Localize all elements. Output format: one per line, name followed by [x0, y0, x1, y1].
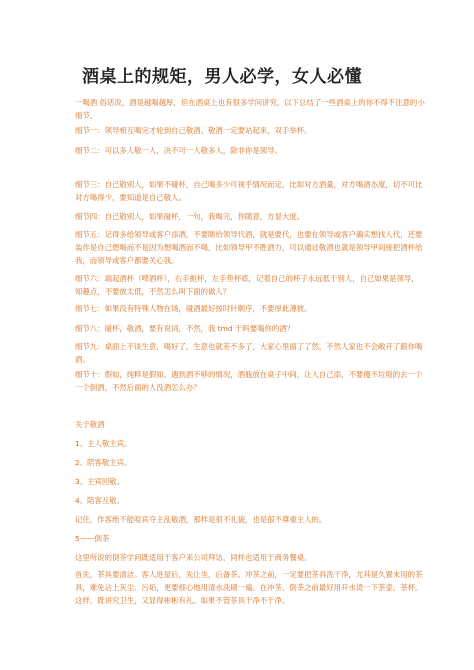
toast-order-3: 3、主宾回敬。: [75, 477, 125, 486]
toast-note: 记住，作客绝不能喧宾夺主乱敬酒，那样是很不礼貌，也是很不尊重主人的。: [75, 515, 327, 524]
tea-paragraph: 首先，茶具要清洁。客人进屋后，先让坐，后备茶。冲茶之前，一定要把茶具洗干净，尤其是久置未用的茶具，难免沾上灰尘、污垢，更要细心地用清水洗刷一遍。在冲茶、倒茶之前最好用开水烫一下茶壶、茶杯。这样，既讲究卫生，又显得彬彬有礼。如果不管茶具干净不干净。: [75, 570, 423, 606]
rule-4: 细节四：自己敬别人，如果碰杯，一句，我喝完，你随意，方显大度。: [75, 212, 305, 221]
toast-order-2: 2、陪客敬主宾。: [75, 458, 132, 467]
rule-6: 细节六：端起酒杯（啤酒杯），右手扼杯，左手垫杯底，记着自己的杯子永远低于别人，自己如果是领导，知趣点，不要放太低，不然怎么叫下面的做人？: [75, 274, 419, 297]
section-heading-tea: 5——倒茶: [75, 534, 110, 543]
tea-intro: 这里所说的倒茶学问既适用于客户来公司拜访，同样也适用于商务餐桌。: [75, 553, 312, 562]
rule-2: 细节二：可以多人敬一人，决不可一人敬多人，除非你是领导。: [75, 146, 282, 155]
intro-paragraph: 一喝酒 俗话说，酒是越喝越厚，但在酒桌上也有很多学问讲究，以下总结了一些酒桌上的你不得不注意的小细节。: [75, 98, 425, 121]
rule-10: 细节十：假如，纯粹是假如，遇到酒不够的情况，酒瓶放在桌子中间，让人自己添，不要傻不垃圾的去一个一个倒酒，不然后面的人没酒怎么办？: [75, 370, 423, 393]
document-title: 酒桌上的规矩，男人必学，女人必懂: [82, 67, 362, 87]
rule-5: 细节五：记得多给领导或客户添酒，不要瞎给领导代酒，就是要代，也要在领导或客户确实想找人代，还要装作是自己想喝而不是因为想喝酒而不喝，比如领导甲不胜酒力，可以通过敬酒也就是领导甲间接把酒杯给我，而领导或客户都要关心我。: [75, 230, 423, 266]
rule-7: 细节七：如果没有特殊人物在场，碰酒最好按时针顺序，不要厚此薄彼。: [75, 304, 312, 313]
toast-order-1: 1、主人敬主宾。: [75, 439, 132, 448]
rule-1: 细节一：领导相互喝完才轮到自己敬酒。敬酒一定要站起来，双手举杯。: [75, 126, 312, 135]
rule-8: 细节八：碰杯，敬酒，要有说词，不然，我 tmd 干吗要喝你的酒？: [75, 324, 295, 333]
toast-order-4: 4、陪客互敬。: [75, 496, 125, 505]
section-heading-toasting: 关于敬酒: [75, 420, 105, 429]
rule-9: 细节九：桌面上不谈生意，喝好了，生意也就差不多了，大家心里面了了然，不然人家也不会敞开了跟你喝酒。: [75, 342, 423, 365]
rule-3: 细节三：自己敬别人，如果不碰杯，自己喝多少可视乎情况而定，比如对方酒量，对方喝酒态度，切不可比对方喝得少，要知道是自己敬人。: [75, 180, 423, 203]
